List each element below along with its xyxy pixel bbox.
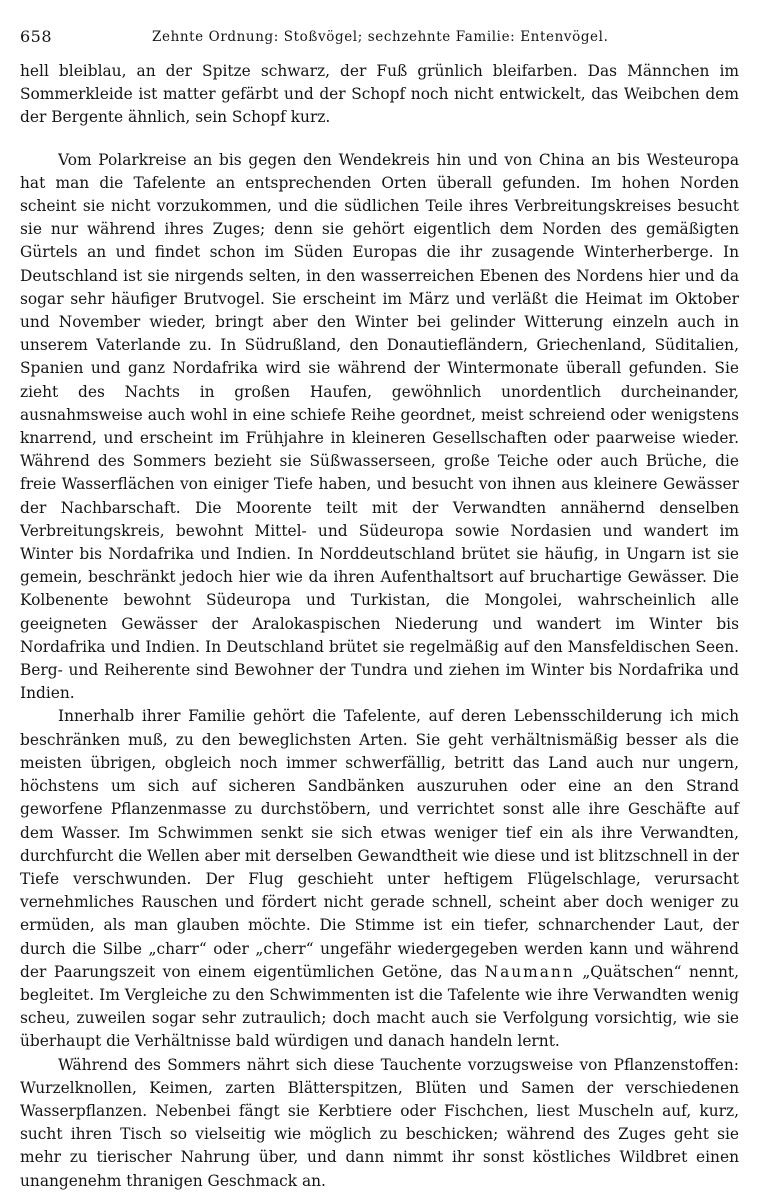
- paragraph-continuation: hell bleiblau, an der Spitze schwarz, der Fuß grünlich bleifarben. Das Männchen im Sommerkleide ist matter gefärbt und der Schopf noch nicht entwickelt, das Weibchen dem der Bergente ähnlich, sein Schopf kurz.: [20, 62, 739, 127]
- paragraph-behaviour-tail: „Quätschen“ nennt, begleitet. Im Vergleiche zu den Schwimmenten ist die Tafelente wie ihre Verwandten wenig scheu, zuweilen sogar sehr zutraulich; doch macht auch sie Verfolgung vorsichtig, wie sie überhaupt die Verhältnisse bald würdigen und danach handeln lernt.: [20, 962, 739, 1051]
- paragraph-behaviour-text: Innerhalb ihrer Familie gehört die Tafelente, auf deren Lebensschilderung ich mich beschränken muß, zu den beweglichsten Arten. Sie geht verhältnismäßig besser als die meisten übrigen, obgleich noch immer schwerfällig, betritt das Land auch nur ungern, höchstens um sich auf sicheren Sandbänken auszuruhen oder eine an den Strand geworfene Pflanzenmasse zu durchstöbern, und verrichtet sonst alle ihre Geschäfte auf dem Wasser. Im Schwimmen senkt sie sich etwas weniger tief ein als ihre Verwandten, durchfurcht die Wellen aber mit derselben Gewandtheit wie diese und ist blitzschnell in der Tiefe verschwunden. Der Flug geschieht unter heftigem Flügelschlage, verursacht vernehmliches Rauschen und fördert nicht gerade schnell, scheint aber doch weniger zu ermüden, als man glauben möchte. Die Stimme ist ein tiefer, schnarchender Laut, der durch die Silbe „charr“ oder „cherr“ ungefähr wiedergegeben werden kann und während der Paarungszeit von einem eigentümlichen Getöne, das: [20, 707, 739, 981]
- paragraph-behaviour: [20, 705, 739, 1053]
- paragraph-diet: Während des Sommers nährt sich diese Tauchente vorzugsweise von Pflanzenstoffen: Wurzelknollen, Keimen, zarten Blätterspitzen, Blüten und Samen der verschiedenen Wasserpflanzen. Nebenbei fängt sie Kerbtiere oder Fischchen, liest Muscheln auf, kurz, sucht ihren Tisch so vielseitig wie möglich zu beschicken; während des Zuges geht sie mehr zu tierischer Nahrung über, und dann nimmt ihr sonst köstliches Wildbret einen unangenehm thranigen Geschmack an.: [20, 1055, 739, 1190]
- running-head: Zehnte Ordnung: Stoßvögel; sechzehnte Familie: Entenvögel.: [152, 29, 609, 45]
- paragraph-distribution: Vom Polarkreise an bis gegen den Wendekreis hin und von China an bis Westeuropa hat man die Tafelente an entsprechenden Orten überall gefunden. Im hohen Norden scheint sie nicht vorzukommen, und die südlichen Teile ihres Verbreitungskreises besucht sie nur während ihres Zuges; denn sie gehört eigentlich dem Norden des gemäßigten Gürtels an und findet schon im Süden Europas die ihr zusagende Winterherberge. In Deutschland ist sie nirgends selten, in den wasserreichen Ebenen des Nordens hier und da sogar sehr häufiger Brutvogel. Sie erscheint im März und verläßt die Heimat im Oktober und November wieder, bringt aber den Winter bei gelinder Witterung einzeln auch in unserem Vaterlande zu. In Südrußland, den Donautiefländern, Griechenland, Süditalien, Spanien und ganz Nordafrika wird sie während der Wintermonate überall gefunden. Sie zieht des Nachts in großen Haufen, gewöhnlich unordentlich durcheinander, ausnahmsweise auch wohl in eine schiefe Reihe geordnet, meist schreiend oder wenigstens knarrend, und erscheint im Frühjahre in kleineren Gesellschaften oder paarweise wieder. Während des Sommers bezieht sie Süßwasserseen, große Teiche oder auch Brüche, die freie Wasserflächen von einiger Tiefe haben, und besucht von ihnen aus kleinere Gewässer der Nachbarschaft. Die Moorente teilt mit der Verwandten annähernd denselben Verbreitungskreis, bewohnt Mittel- und Südeuropa sowie Nordasien und wandert im Winter bis Nordafrika und Indien. In Norddeutschland brütet sie häufig, in Ungarn ist sie gemein, beschränkt jedoch hier wie da ihren Aufenthaltsort auf bruchartige Gewässer. Die Kolbenente bewohnt Südeuropa und Turkistan, die Mongolei, wahrscheinlich alle geeigneten Gewässer der Aralokaspischen Niederung und wandert im Winter bis Nordafrika und Indien. In Deutschland brütet sie regelmäßig auf den Mansfeldischen Seen. Berg- und Reiherente sind Bewohner der Tundra und ziehen im Winter bis Nordafrika und Indien.: [20, 150, 739, 703]
- body-text: [20, 60, 739, 1193]
- author-name-spaced: Naumann: [484, 962, 575, 981]
- page-number: 658: [20, 27, 53, 46]
- page-header: [20, 22, 739, 52]
